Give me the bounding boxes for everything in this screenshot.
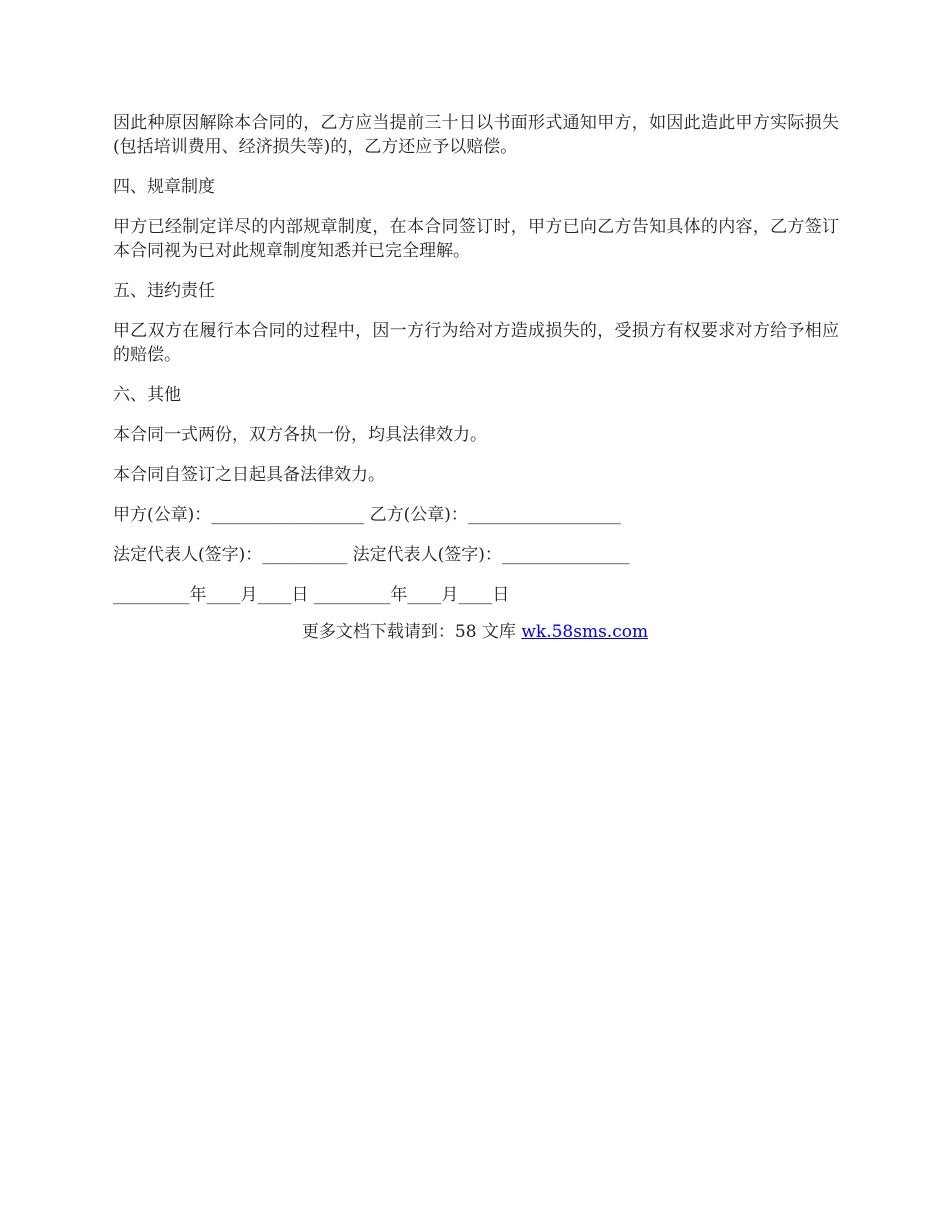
- footer-link[interactable]: wk.58sms.com: [521, 622, 649, 642]
- footer-text: 更多文档下载请到：58 文库: [301, 622, 522, 642]
- paragraph-rules: 甲方已经制定详尽的内部规章制度，在本合同签订时，甲方已向乙方告知具体的内容，乙方签订本合同视为已对此规章制度知悉并已完全理解。: [113, 217, 839, 261]
- signature-date-line: _________年____月____日 _________年____月____日: [113, 585, 510, 605]
- signature-seal-line: 甲方(公章)：__________________ 乙方(公章)：__________________: [113, 505, 621, 525]
- paragraph-termination-notice: 因此种原因解除本合同的，乙方应当提前三十日以书面形式通知甲方，如因此造此甲方实际损失(包括培训费用、经济损失等)的，乙方还应予以赔偿。: [113, 113, 839, 157]
- footer: [0, 620, 950, 644]
- paragraph-liability: 甲乙双方在履行本合同的过程中，因一方行为给对方造成损失的，受损方有权要求对方给予相应的赔偿。: [113, 321, 839, 365]
- paragraph-copies: 本合同一式两份，双方各执一份，均具法律效力。: [113, 425, 487, 445]
- section-heading-other: 六、其他: [113, 385, 181, 405]
- paragraph-effective: 本合同自签订之日起具备法律效力。: [113, 465, 385, 485]
- document-body: [113, 111, 839, 623]
- section-heading-rules: 四、规章制度: [113, 177, 215, 197]
- section-heading-liability: 五、违约责任: [113, 281, 215, 301]
- signature-representative-line: 法定代表人(签字)：__________ 法定代表人(签字)：_______________: [113, 545, 630, 565]
